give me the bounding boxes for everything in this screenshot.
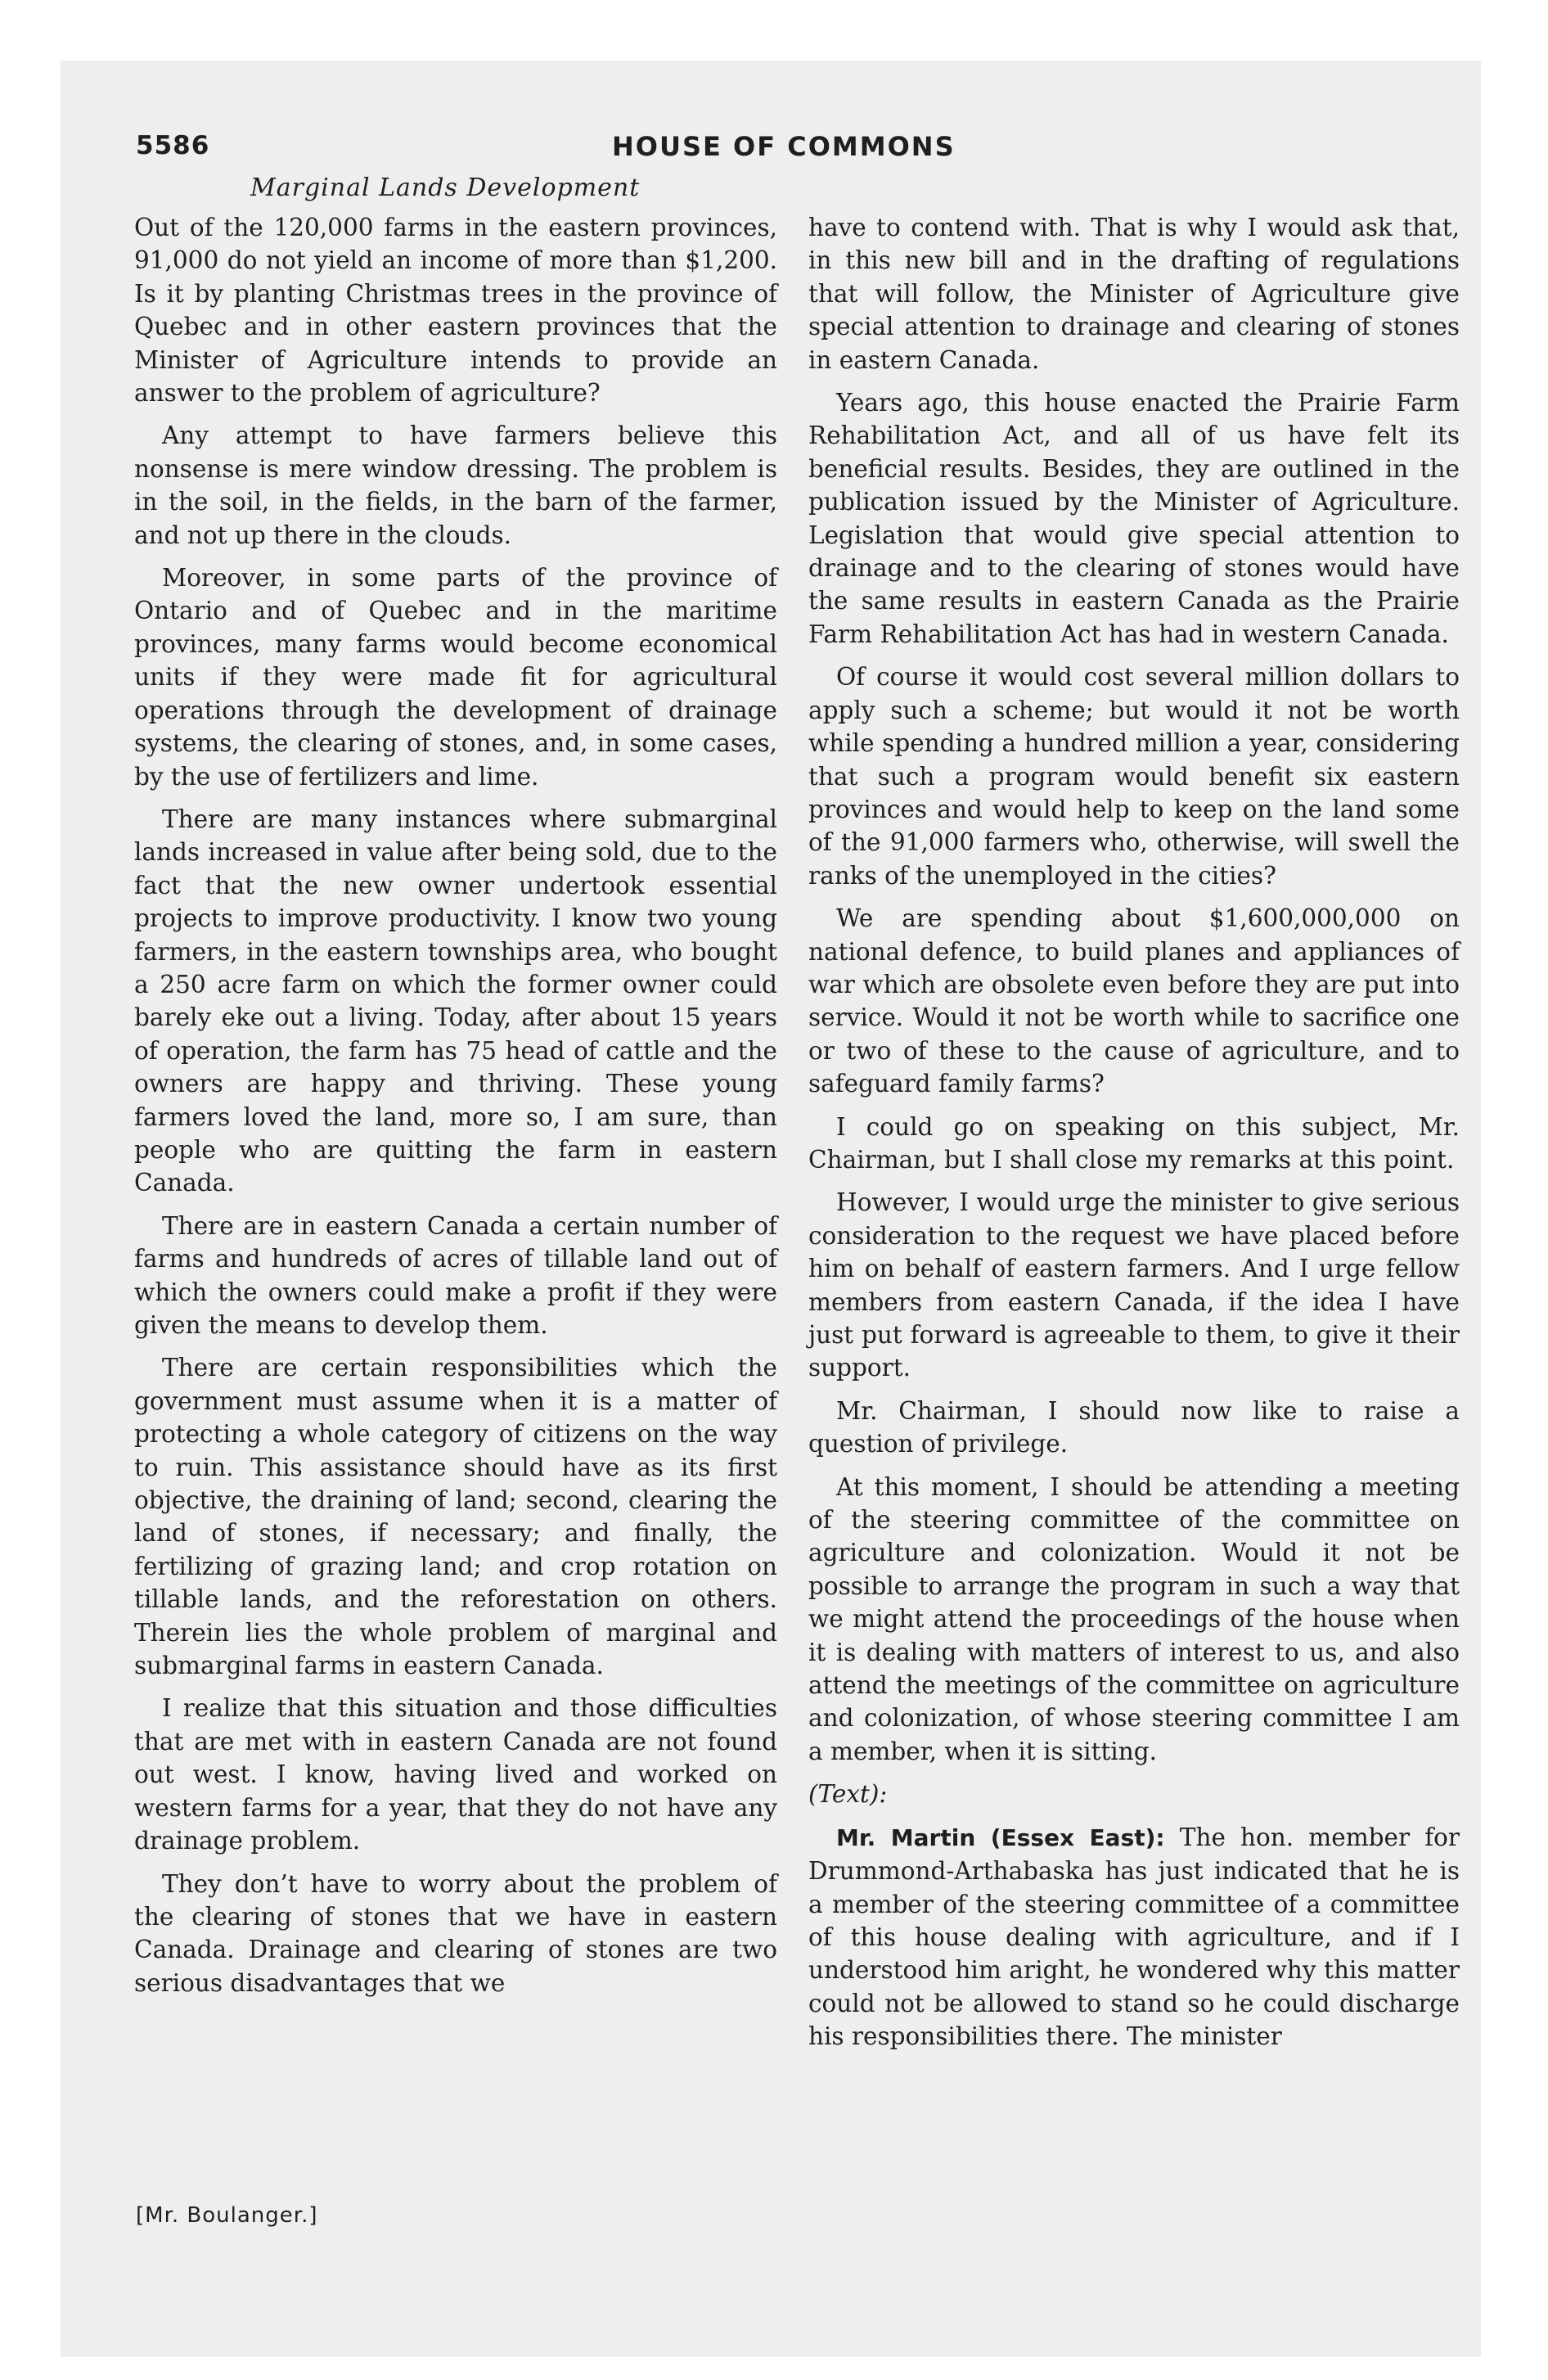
paragraph: have to contend with. That is why I would ask that, in this new bill and in the drafting of regulations that will follow, the Minister of Agriculture give special attention to drainage and clearing of stones in eastern Canada. [808, 214, 1460, 374]
speech-paragraph [808, 1821, 1460, 2053]
paragraph: Moreover, in some parts of the province of Ontario and of Quebec and in the maritime provinces, many farms would become economical units if they were made fit for agricultural operations through the development of drainage systems, the clearing of stones, and, in some cases, by the use of fertilizers and lime. [134, 564, 777, 791]
paragraph: There are many instances where submarginal lands increased in value after being sold, due to the fact that the new owner undertook essential projects to improve productivity. I know two young farmers, in the eastern townships area, who bought a 250 acre farm on which the former owner could barely eke out a living. Today, after about 15 years of operation, the farm has 75 head of cattle and the owners are happy and thriving. These young farmers loved the land, more so, I am sure, than people who are quitting the farm in eastern Canada. [134, 805, 777, 1197]
paragraph: At this moment, I should be attending a meeting of the steering committee of the committee on agriculture and colonization. Would it not be possible to arrange the program in such a way that we might attend the proceedings of the house when it is dealing with matters of interest to us, and also attend the meetings of the committee on agriculture and colonization, of whose steering committee I am a member, when it is sitting. [808, 1472, 1460, 1765]
left-column [134, 211, 777, 2009]
speaker-name: Mr. Martin (Essex East): [836, 1823, 1165, 1851]
running-title: HOUSE OF COMMONS [612, 131, 956, 162]
paragraph: There are in eastern Canada a certain number of farms and hundreds of acres of tillable land out of which the owners could make a profit if they were given the means to develop them. [134, 1211, 777, 1339]
paragraph: Any attempt to have farmers believe this nonsense is mere window dressing. The problem is in the soil, in the fields, in the barn of the farmer, and not up there in the clouds. [134, 421, 777, 549]
paragraph: They don’t have to worry about the problem of the clearing of stones that we have in eastern Canada. Drainage and clearing of stones are two serious disadvantages that we [134, 1869, 777, 1997]
page-header [0, 131, 1548, 170]
paragraph: I realize that this situation and those difficulties that are met with in eastern Canada are not found out west. I know, having lived and worked on western farms for a year, that they do not have any drainage problem. [134, 1694, 777, 1855]
speaker-attribution: [Mr. Boulanger.] [136, 2203, 318, 2228]
speech-text: The hon. member for Drummond-Arthabaska has just indicated that he is a member of the steering committee of a committee of this house dealing with agriculture, and if I understood him aright, he wondered why this matter could not be allowed to stand so he could discharge his responsibilities there. The minister [808, 1823, 1460, 2051]
paragraph: We are spending about $1,600,000,000 on national defence, to build planes and appliances of war which are obsolete even before they are put into service. Would it not be worth while to sacrifice one or two of these to the cause of agriculture, and to safeguard family farms? [808, 904, 1460, 1098]
paragraph: I could go on speaking on this subject, Mr. Chairman, but I shall close my remarks at this point. [808, 1112, 1460, 1174]
section-title: Marginal Lands Development [250, 174, 641, 202]
page-number: 5586 [136, 131, 210, 160]
paragraph: However, I would urge the minister to give serious consideration to the request we have placed before him on behalf of eastern farmers. And I urge fellow members from eastern Canada, if the idea I have just put forward is agreeable to them, to give it their support. [808, 1188, 1460, 1382]
paragraph: Mr. Chairman, I should now like to raise a question of privilege. [808, 1396, 1460, 1458]
right-column [808, 211, 1460, 2063]
paragraph: Out of the 120,000 farms in the eastern provinces, 91,000 do not yield an income of more than $1,200. Is it by planting Christmas trees in the province of Quebec and in other eastern provinces that the Minister of Agriculture intends to provide an answer to the problem of agriculture? [134, 214, 777, 408]
paragraph: Of course it would cost several million dollars to apply such a scheme; but would it not be worth while spending a hundred million a year, considering that such a program would benefit six eastern provinces and would help to keep on the land some of the 91,000 farmers who, otherwise, will swell the ranks of the unemployed in the cities? [808, 663, 1460, 890]
paragraph: There are certain responsibilities which the government must assume when it is a matter of protecting a whole category of citizens on the way to ruin. This assistance should have as its first objective, the draining of land; second, clearing the land of stones, if necessary; and finally, the fertilizing of grazing land; and crop rotation on tillable lands, and the reforestation on others. Therein lies the whole problem of marginal and submarginal farms in eastern Canada. [134, 1354, 777, 1680]
paragraph: Years ago, this house enacted the Prairie Farm Rehabilitation Act, and all of us have felt its beneficial results. Besides, they are outlined in the publication issued by the Minister of Agriculture. Legislation that would give special attention to drainage and to the clearing of stones would have the same results in eastern Canada as the Prairie Farm Rehabilitation Act has had in western Canada. [808, 389, 1460, 648]
text-label: (Text): [808, 1780, 888, 1809]
